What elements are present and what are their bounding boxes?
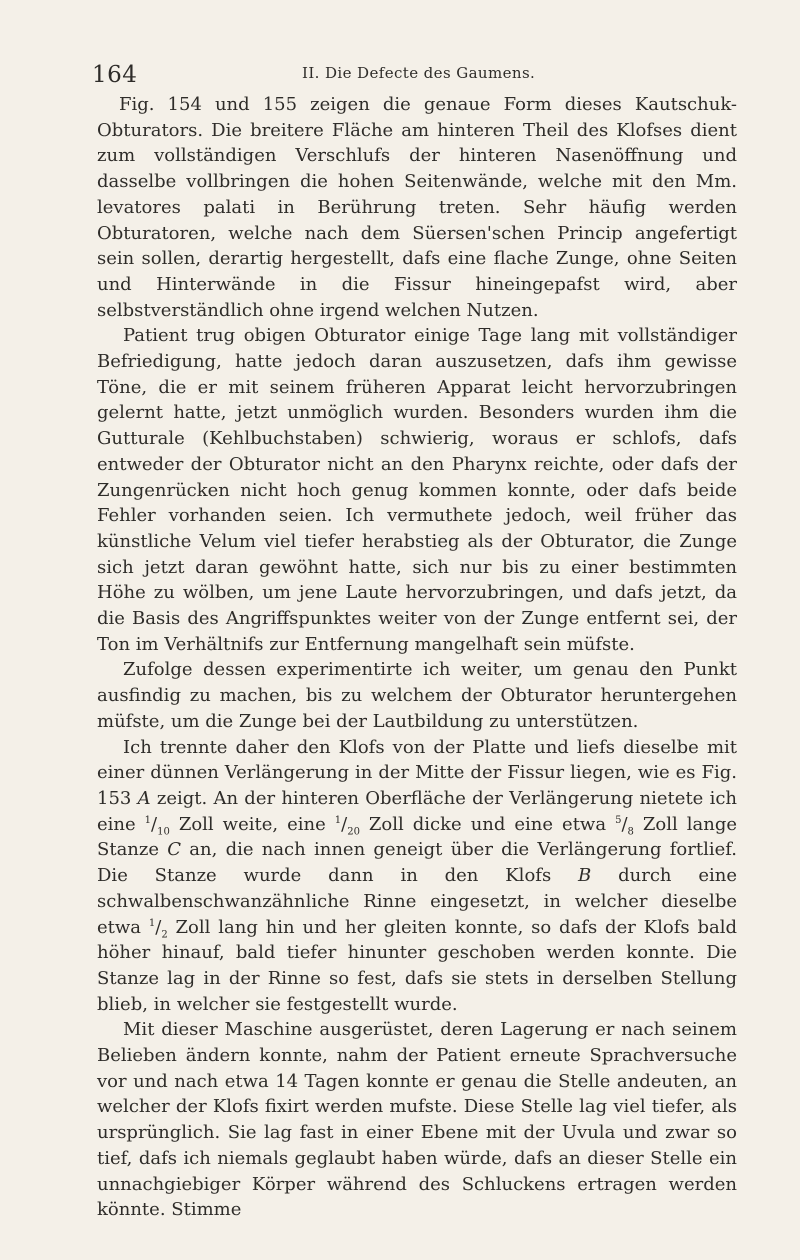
text-run: zeigt. An der hinteren Oberfläche der Verlängerung nietete ich eine xyxy=(97,787,738,835)
text-run: Zoll weite, eine xyxy=(169,813,335,835)
paragraph-2: Patient trug obigen Obturator einige Tage lang mit vollständiger Befriedigung, hatte jedoch daran auszusetzen, dafs ihm gewisse Töne, die er mit seinem früheren Apparat leicht hervorzubringen gelernt hatte, jetzt unmöglich wurden. Besonders wurden ihm die Gutturale (Kehlbuchstaben) schwierig, woraus er schlofs, dafs entweder der Obturator nicht an den Pharynx reichte, oder dafs der Zungenrücken nicht hoch genug kommen konnte, oder dafs beide Fehler vorhanden seien. Ich vermuthete jedoch, weil früher das künstliche Velum viel tiefer herabstieg als der Obturator, die Zunge sich jetzt daran gewöhnt hatte, sich nur bis zu einer bestimmten Höhe zu wölben, um jene Laute hervorzubringen, und dafs jetzt, da die Basis des Angriffspunktes weiter von der Zunge entfernt sei, der Ton im Verhältnifs zur Entfernung mangelhaft sein müfste. xyxy=(97,325,737,655)
paragraph-1: Fig. 154 und 155 zeigen die genaue Form dieses Kautschuk-Obturators. Die breitere Fläche am hinteren Theil des Klofses dient zum vollständigen Verschlufs der hinteren Nasenöffnung und dasselbe vollbringen die hohen Seitenwände, welche mit den Mm. levatores palati in Berührung treten. Sehr häufig werden Obturatoren, welche nach dem Süersen'schen Princip angefertigt sein sollen, derartig hergestellt, dafs eine flache Zunge, ohne Seiten und Hinterwände in die Fissur hineingepafst wird, aber selbstverständlich ohne irgend welchen Nutzen. xyxy=(97,94,737,321)
paragraph-3: Zufolge dessen experimentirte ich weiter, um genau den Punkt ausfindig zu machen, bis zu welchem der Obturator heruntergehen müfste, um die Zunge bei der Lautbildung zu unterstützen. xyxy=(97,659,737,732)
figure-label-c: C xyxy=(167,839,182,861)
fraction-denominator: 8 xyxy=(627,826,634,838)
page-header xyxy=(92,60,720,92)
fraction-numerator: 1 xyxy=(148,917,156,929)
text-run: Zoll dicke und eine etwa xyxy=(359,813,616,835)
text-run: Zoll lang hin und her gleiten konnte, so dafs der Klofs bald höher hinauf, bald tiefer hinunter geschoben werden konnte. Die Stanze lag in der Rinne so fest, dafs sie stets in derselben Stellung blieb, in welcher sie festgestellt wurde. xyxy=(97,916,737,1015)
fraction-denominator: 10 xyxy=(157,826,170,838)
text-run: Ich trennte daher den Klofs von der Platte und liefs dieselbe mit einer dünnen Verlängerung in der Mitte der Fissur liegen, wie es Fig. 153 xyxy=(97,736,737,809)
text-run: durch eine schwalbenschwanzähnliche Rinne eingesetzt, in welcher dieselbe etwa xyxy=(97,865,737,938)
figure-label-a: A xyxy=(137,787,151,809)
body-text xyxy=(97,92,737,1223)
fraction-numerator: 1 xyxy=(144,814,152,826)
page-number: 164 xyxy=(92,62,138,88)
running-title: II. Die Defecte des Gaumens. xyxy=(302,64,536,82)
fraction-denominator: 2 xyxy=(161,929,168,941)
fraction-numerator: 1 xyxy=(334,814,342,826)
fraction-numerator: 5 xyxy=(615,814,622,826)
figure-label-b: B xyxy=(578,865,592,887)
text-run: Zoll lange Stanze xyxy=(97,813,737,861)
paragraph-5: Mit dieser Maschine ausgerüstet, deren Lagerung er nach seinem Belieben ändern konnte, nahm der Patient erneute Sprachversuche vor und nach etwa 14 Tagen konnte er genau die Stelle andeuten, an welcher der Klofs fixirt werden mufste. Diese Stelle lag viel tiefer, als ursprünglich. Sie lag fast in einer Ebene mit der Uvula und zwar so tief, dafs ich niemals geglaubt haben würde, dafs an dieser Stelle ein unnachgiebiger Körper während des Schluckens ertragen werden könnte. Stimme xyxy=(97,1019,737,1221)
text-run: an, die nach innen geneigt über die Verlängerung fortlief. Die Stanze wurde dann in den Klofs xyxy=(97,839,737,887)
paragraph-4: Ich trennte daher den Klofs von der Platte und liefs dieselbe mit einer dünnen Verlängerung in der Mitte der Fissur liegen, wie es Fig. 153 A zeigt. An der hinteren Oberfläche der Verlängerung nietete ich eine $^1/_{10}$ Zoll weite, eine $^1/_{20}$ Zoll dicke und eine etwa $^5/_8$ Zoll lange Stanze C an, die nach innen geneigt über die Verlängerung fortlief. Die Stanze wurde dann in den Klofs B durch eine schwalbenschwanzähnliche Rinne eingesetzt, in welcher dieselbe etwa $^1/_2$ Zoll lang hin und her gleiten konnte, so dafs der Klofs bald höher hinauf, bald tiefer hinunter geschoben werden konnte. Die Stanze lag in der Rinne so fest, dafs sie stets in derselben Stellung blieb, in welcher sie festgestellt wurde. xyxy=(97,736,738,1015)
fraction-denominator: 20 xyxy=(347,826,360,838)
